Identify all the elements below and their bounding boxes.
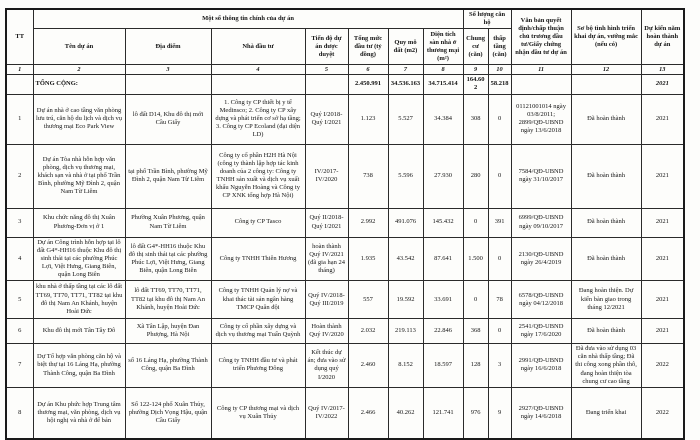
cell-van-ban: 6999/QĐ-UBND ngày 09/10/2017: [511, 208, 571, 237]
cell-tinh-hinh: Đã hoàn thành: [571, 237, 641, 281]
cell-tt: 7: [6, 344, 33, 388]
cell-tien-do: IV/2017-IV/2020: [305, 144, 348, 208]
col-number: 11: [511, 65, 571, 75]
cell-nha-dau-tu: [211, 75, 305, 94]
cell-ten-du-an: Dự án Công trình hỗn hợp tại lô đất G4*-HH16 thuộc Khu đô thị sinh thái tại các phường Phúc Lợi, Việt Hưng, Giang Biên, quận Long Biên: [33, 237, 125, 281]
cell-dien-tich: 121.741: [423, 387, 463, 439]
cell-quy-mo: 19.592: [388, 281, 423, 319]
cell-nam: 2021: [641, 208, 684, 237]
cell-van-ban: [511, 75, 571, 94]
col-header-van-ban: Văn bản quyết định/chấp thuận chủ trương đầu tư/Giấy chứng nhận đầu tư dự án: [511, 9, 571, 65]
cell-tien-do: Quý II/2018-Quý I/2021: [305, 208, 348, 237]
cell-nha-dau-tu: Công ty CP thương mại và dịch vụ Xuân Thủy: [211, 387, 305, 439]
cell-nam: 2021: [641, 319, 684, 344]
cell-dia-diem: Xã Tân Lập, huyện Đan Phượng, Hà Nội: [125, 319, 211, 344]
cell-quy-mo: 40.262: [388, 387, 423, 439]
cell-dien-tich: 34.384: [423, 94, 463, 144]
cell-ten-du-an: Dự án Tòa nhà hỗn hợp văn phòng, dịch vụ thương mại, khách sạn và nhà ở tại phố Trần Bình, phường Mỹ Đình 2, quận Nam Từ Liêm: [33, 144, 125, 208]
cell-tinh-hinh: Đã hoàn thành: [571, 94, 641, 144]
cell-dia-diem: [125, 75, 211, 94]
cell-nha-dau-tu: 1. Công ty CP thiết bị y tế Medinsco; 2. Công ty CP xây dựng và phát triển cơ sở hạ tầng; 3. Công ty CP Ecoland (đại diện LD): [211, 94, 305, 144]
col-number: 7: [388, 65, 423, 75]
col-header-dia-diem: Địa điểm: [125, 29, 211, 65]
cell-van-ban: 2130/QĐ-UBND ngày 26/4/2019: [511, 237, 571, 281]
header-group-row: [6, 9, 684, 29]
cell-nam: 2022: [641, 387, 684, 439]
cell-tt: 8: [6, 387, 33, 439]
cell-nha-dau-tu: Công ty CP Tasco: [211, 208, 305, 237]
cell-thap-tang: 9: [488, 387, 511, 439]
cell-tien-do: Quý I/2018-Quý I/2021: [305, 94, 348, 144]
cell-tinh-hinh: Đã hoàn thành: [571, 319, 641, 344]
cell-nam: 2021: [641, 281, 684, 319]
col-number: 12: [571, 65, 641, 75]
cell-dien-tich: 33.691: [423, 281, 463, 319]
cell-nam: 2021: [641, 237, 684, 281]
col-number: 5: [305, 65, 348, 75]
table-row: [6, 208, 684, 237]
cell-tong-muc: 1.935: [348, 237, 388, 281]
cell-ten-du-an: khu nhà ở thấp tầng tại các lô đất TT69, TT70, TT71, TT82 tại khu đô thị Nam An Khánh, huyện Hoài Đức: [33, 281, 125, 319]
col-number: 8: [423, 65, 463, 75]
cell-nha-dau-tu: Công ty cổ phần xây dựng và dịch vụ thương mại Tuấn Quỳnh: [211, 319, 305, 344]
cell-dia-diem: Số 122-124 phố Xuân Thủy, phường Dịch Vọng Hậu, quận Cầu Giấy: [125, 387, 211, 439]
cell-tien-do: Quý IV/2017-IV/2022: [305, 387, 348, 439]
cell-nha-dau-tu: Công ty TNHH Thiên Hương: [211, 237, 305, 281]
cell-quy-mo: 219.113: [388, 319, 423, 344]
cell-tong-muc: 2.466: [348, 387, 388, 439]
col-number: 13: [641, 65, 684, 75]
cell-chung-cu: 0: [463, 281, 488, 319]
total-label: TỔNG CỘNG:: [33, 75, 125, 94]
cell-thap-tang: 0: [488, 319, 511, 344]
cell-tt: 3: [6, 208, 33, 237]
total-quy-mo: 34.536.163: [388, 75, 423, 94]
cell-nam: 2021: [641, 94, 684, 144]
cell-tien-do: hoàn thành Quý IV/2021 (đã gia hạn 24 tháng): [305, 237, 348, 281]
cell-nha-dau-tu: Công ty cổ phần H2H Hà Nội (công ty thành lập hợp tác kinh doanh của 2 công ty: Công ty TNHH sản xuất và dịch vụ xuất khẩu Nguyễn Hoàng và Công ty CP XNK tổng hợp Hà Nội): [211, 144, 305, 208]
cell-thap-tang: 3: [488, 344, 511, 388]
column-number-row: [6, 65, 684, 75]
col-header-tt: TT: [6, 9, 33, 65]
cell-dia-diem: lô đất G4*-HH16 thuộc Khu đô thị sinh thái tại các phường Phúc Lợi, Việt Hưng, Giang Biên, quận Long Biên: [125, 237, 211, 281]
cell-van-ban: 6578/QĐ-UBND ngày 04/12/2018: [511, 281, 571, 319]
cell-dien-tich: 27.930: [423, 144, 463, 208]
cell-van-ban: 2541/QĐ-UBND ngày 17/6/2020: [511, 319, 571, 344]
cell-tien-do: [305, 75, 348, 94]
cell-dien-tich: 145.432: [423, 208, 463, 237]
cell-tien-do: Hoàn thành Quý IV/2020: [305, 319, 348, 344]
header-group-main-info: Một số thông tin chính của dự án: [33, 9, 463, 29]
cell-quy-mo: 8.152: [388, 344, 423, 388]
cell-thap-tang: 78: [488, 281, 511, 319]
cell-nam: 2022: [641, 344, 684, 388]
table-row: [6, 387, 684, 439]
cell-ten-du-an: Khu chức năng đô thị Xuân Phương-Đơn vị ở 1: [33, 208, 125, 237]
col-number: 9: [463, 65, 488, 75]
cell-dien-tich: 87.641: [423, 237, 463, 281]
cell-tt: 6: [6, 319, 33, 344]
cell-quy-mo: 5.527: [388, 94, 423, 144]
cell-dien-tich: 22.846: [423, 319, 463, 344]
cell-dia-diem: lô đất D14, Khu đô thị mới Cầu Giấy: [125, 94, 211, 144]
cell-tinh-hinh: [571, 75, 641, 94]
cell-dia-diem: tại phố Trần Bình, phường Mỹ Đình 2, quận Nam Từ Liêm: [125, 144, 211, 208]
cell-van-ban: 2927/QĐ-UBND ngày 14/6/2018: [511, 387, 571, 439]
col-number: 4: [211, 65, 305, 75]
table-row: [6, 319, 684, 344]
cell-thap-tang: 391: [488, 208, 511, 237]
col-header-thap-tang: thấp tầng (căn): [488, 29, 511, 65]
cell-tinh-hinh: Đã đưa vào sử dụng 03 căn nhà thấp tầng; Đã thi công xong phần thô, đang hoàn thiện tòa chung cư cao tầng: [571, 344, 641, 388]
cell-dia-diem: Phường Xuân Phương, quận Nam Từ Liêm: [125, 208, 211, 237]
col-number: 10: [488, 65, 511, 75]
cell-chung-cu: 308: [463, 94, 488, 144]
cell-van-ban: 01121001014 ngày 03/8/2011; 2899/QĐ-UBND ngày 13/6/2018: [511, 94, 571, 144]
cell-tt: 2: [6, 144, 33, 208]
cell-chung-cu: 368: [463, 319, 488, 344]
table-row: [6, 94, 684, 144]
cell-chung-cu: 128: [463, 344, 488, 388]
cell-nam: 2021: [641, 144, 684, 208]
total-dien-tich: 34.715.414: [423, 75, 463, 94]
cell-tong-muc: 2.992: [348, 208, 388, 237]
cell-tt: [6, 75, 33, 94]
cell-tinh-hinh: Đã hoàn thành: [571, 144, 641, 208]
cell-tinh-hinh: Đang hoàn thiện. Dự kiến bàn giao trong tháng 12/2021: [571, 281, 641, 319]
cell-ten-du-an: Khu đô thị mới Tân Tây Đô: [33, 319, 125, 344]
total-chung-cu: 164.602: [463, 75, 488, 94]
cell-ten-du-an: Dự Tổ hợp văn phòng căn hộ và biệt thự tại 16 Láng Hạ, phường Thành Công, quận Ba Đình: [33, 344, 125, 388]
header-group-apartment-count: Số lượng căn hộ: [463, 9, 511, 29]
cell-quy-mo: 491.076: [388, 208, 423, 237]
cell-chung-cu: 280: [463, 144, 488, 208]
col-header-ten-du-an: Tên dự án: [33, 29, 125, 65]
col-number: 3: [125, 65, 211, 75]
cell-tien-do: Quý IV/2018-Quý III/2019: [305, 281, 348, 319]
cell-tong-muc: 2.032: [348, 319, 388, 344]
col-header-nha-dau-tu: Nhà đầu tư: [211, 29, 305, 65]
col-number: 1: [6, 65, 33, 75]
cell-tt: 4: [6, 237, 33, 281]
cell-chung-cu: 976: [463, 387, 488, 439]
total-row: [6, 75, 684, 94]
cell-ten-du-an: Dự án nhà ở cao tầng văn phòng lưu trú, căn hộ du lịch và dịch vụ thương mại Eco Park View: [33, 94, 125, 144]
cell-tong-muc: 2.460: [348, 344, 388, 388]
cell-thap-tang: 0: [488, 144, 511, 208]
cell-tien-do: Kết thúc dự án; đưa vào sử dụng quý I/2020: [305, 344, 348, 388]
col-header-so-bo: Sơ bộ tình hình triển khai dự án, vướng mắc (nếu có): [571, 9, 641, 65]
total-tong-muc: 2.450.991: [348, 75, 388, 94]
cell-dien-tich: 18.597: [423, 344, 463, 388]
cell-thap-tang: 0: [488, 237, 511, 281]
cell-chung-cu: 0: [463, 208, 488, 237]
cell-quy-mo: 43.542: [388, 237, 423, 281]
cell-tt: 1: [6, 94, 33, 144]
col-number: 6: [348, 65, 388, 75]
table-row: [6, 281, 684, 319]
cell-nha-dau-tu: Công ty TNHH Quản lý nợ và khai thác tài sản ngân hàng TMCP Quân đội: [211, 281, 305, 319]
total-nam: 2021: [641, 75, 684, 94]
col-header-tong-muc: Tổng mức đầu tư (tỷ đồng): [348, 29, 388, 65]
cell-chung-cu: 1.500: [463, 237, 488, 281]
cell-dia-diem: lô đất TT69, TT70, TT71, TT82 tại khu đô thị Nam An Khánh, huyện Hoài Đức: [125, 281, 211, 319]
col-header-tien-do: Tiến độ dự án được duyệt: [305, 29, 348, 65]
col-number: 2: [33, 65, 125, 75]
col-header-quy-mo: Quy mô đất (m2): [388, 29, 423, 65]
cell-tong-muc: 1.123: [348, 94, 388, 144]
cell-quy-mo: 5.596: [388, 144, 423, 208]
cell-dia-diem: số 16 Láng Hạ, phường Thành Công, quận Ba Đình: [125, 344, 211, 388]
col-header-chung-cu: Chung cư (căn): [463, 29, 488, 65]
total-thap-tang: 58.218: [488, 75, 511, 94]
cell-tong-muc: 557: [348, 281, 388, 319]
cell-ten-du-an: Dự án Khu phức hợp Trung tâm thương mại, văn phòng, dịch vụ hội nghị và nhà ở để bán: [33, 387, 125, 439]
cell-tong-muc: 738: [348, 144, 388, 208]
projects-table: [5, 8, 685, 440]
cell-tinh-hinh: Đã hoàn thành: [571, 208, 641, 237]
table-row: [6, 344, 684, 388]
table-row: [6, 237, 684, 281]
cell-van-ban: 7584/QĐ-UBND ngày 31/10/2017: [511, 144, 571, 208]
col-header-dien-tich: Diện tích sàn nhà ở thương mại (m²): [423, 29, 463, 65]
cell-van-ban: 2991/QĐ-UBND ngày 16/6/2018: [511, 344, 571, 388]
cell-tinh-hinh: Đang triển khai: [571, 387, 641, 439]
cell-nha-dau-tu: Công ty TNHH đầu tư và phát triển Phương Đông: [211, 344, 305, 388]
col-header-du-kien: Dự kiến năm hoàn thành dự án: [641, 9, 684, 65]
cell-tt: 5: [6, 281, 33, 319]
cell-thap-tang: 0: [488, 94, 511, 144]
table-row: [6, 144, 684, 208]
